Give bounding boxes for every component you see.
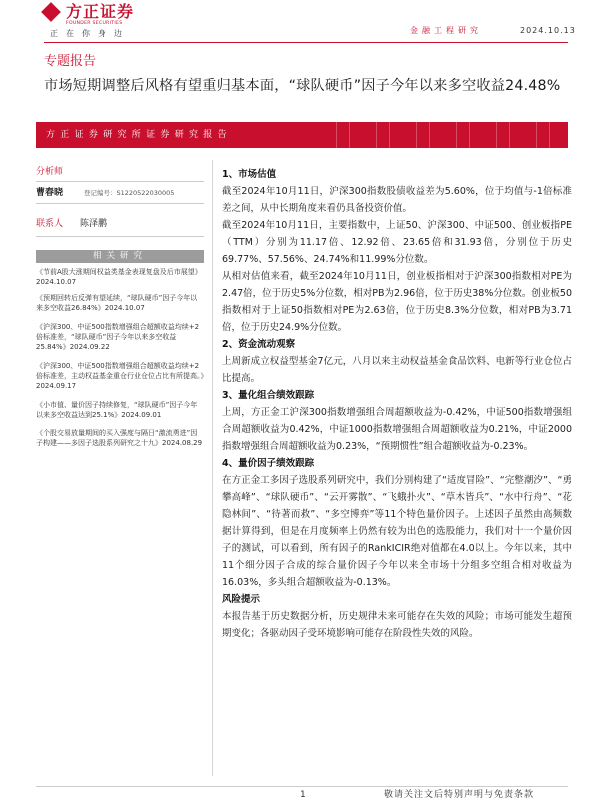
report-type-label: 专题报告 — [44, 54, 97, 69]
related-research-item[interactable]: 《沪深300、中证500指数增强组合超额收益均续+2倍标准差，主动权益基金重仓行业仓位占比有所提高。》2024.09.17 — [36, 362, 204, 390]
section-paragraph: 截至2024年10月11日，沪深300指数股债收益差为5.60%，位于均值与-1倍标准差之间，从中长期角度来看仍具备投资价值。 — [222, 186, 572, 214]
section-paragraph: 上周，方正金工沪深300指数增强组合周超额收益为-0.42%，中证500指数增强组合周超额收益为0.42%，中证1000指数增强组合周超额收益为0.21%，中证2000指数增强组合周超额收益为0.23%，“预期惯性”组合超额收益为-0.23%。 — [222, 407, 572, 452]
report-title: 市场短期调整后风格有望重归基本面，“球队硬币”因子今年以来多空收益24.48% — [44, 78, 561, 94]
report-category: 金融工程研究 — [410, 26, 482, 35]
section-paragraph: 截至2024年10月11日，主要指数中，上证50、沪深300、中证500、创业板指PE（TTM）分别为11.17倍、12.92倍、23.65倍和31.93倍，分别位于历史69.77%、57.56%、24.74%和11.99%分位数。 — [222, 220, 572, 265]
related-research-header — [36, 250, 204, 263]
analyst-name: 曹春晓 — [36, 188, 64, 198]
summary-body — [222, 166, 572, 642]
banner-decoration — [496, 122, 510, 148]
section-heading: 1、市场估值 — [222, 169, 277, 180]
related-research-item[interactable]: 《个股交易放量期间的买入强度与隔日“激流勇进”因子构建——多因子选股系列研究之十九》2024.08.29 — [36, 429, 203, 447]
company-logo — [44, 2, 154, 32]
risk-paragraph: 本报告基于历史数据分析，历史规律未来可能存在失效的风险；市场可能发生超预期变化；各驱动因子受环境影响可能存在阶段性失效的风险。 — [222, 611, 572, 639]
sidebar-divider — [36, 203, 204, 204]
banner-text: 方正证券研究所证券研究报告 — [46, 130, 232, 140]
contact-label: 联系人 — [36, 219, 64, 229]
column-divider — [212, 160, 213, 776]
contact-name: 陈泽鹏 — [80, 219, 108, 229]
section-paragraph: 在方正金工多因子选股系列研究中，我们分别构建了“适度冒险”、“完整潮汐”、“勇攀高峰”、“球队硬币”、“云开雾散”、“飞蛾扑火”、“草木皆兵”、“水中行舟”、“花隐林间”、“待著而救”、“多空博弈”等11个特色量价因子。上述因子虽然由高频数据计算得到，但是在月度频率上仍然有较为出色的选股能力，我们对十一个量价因子的测试，可以看到，所有因子的RankICIR绝对值都在4.0以上。今年以来，其中11个细分因子合成的综合量价因子今年以来全市场十分组多空组合相对收益为16.03%，多头组合超额收益为-0.13%。 — [222, 475, 572, 588]
banner-decoration — [336, 122, 350, 148]
page-number: 1 — [300, 790, 306, 800]
disclaimer-note: 敬请关注文后特别声明与免责条款 — [384, 790, 535, 800]
footer-divider — [36, 786, 568, 787]
logo-english-text: FOUNDER SECURITIES — [66, 21, 123, 26]
logo-mark-icon — [41, 2, 61, 22]
logo-text: 方正证券 — [66, 2, 135, 21]
analyst-label: 分析师 — [36, 167, 64, 177]
analyst-registration: 登记编号：S1220522030005 — [84, 189, 175, 197]
banner-decoration — [376, 122, 390, 148]
section-paragraph: 从相对估值来看，截至2024年10月11日，创业板指相对于沪深300指数相对PE为2.47倍，位于历史5%分位数，相对PB为2.96倍，位于历史38%分位数。创业板50指数相对于上证50指数相对PE为2.63倍，位于历史8.3%分位数，相对PB为3.71倍，位于历史24.9%分位数。 — [222, 271, 572, 333]
section-heading: 3、量化组合绩效跟踪 — [222, 390, 315, 401]
related-research-item[interactable]: 《小市值、量价因子持续修复，“球队硬币”因子今年以来多空收益达到25.1%》2024.09.01 — [36, 401, 198, 419]
related-research-title: 相关研究 — [92, 251, 147, 261]
section-paragraph: 上周新成立权益型基金7亿元，八月以来主动权益基金食品饮料、电新等行业仓位占比提高。 — [222, 356, 572, 384]
related-research-item[interactable]: 《预期回转后反弹有望延续，“球队硬币”因子今年以来多空收益26.84%》2024.10.07 — [36, 294, 198, 312]
related-research-item[interactable]: 《沪深300、中证500指数增强组合超额收益均续+2倍标准差，“球队硬币”因子今年以来多空收益25.84%》2024.09.22 — [36, 323, 200, 351]
banner-decoration — [416, 122, 430, 148]
banner-decoration — [536, 122, 550, 148]
banner-decoration — [456, 122, 470, 148]
institute-banner — [36, 122, 568, 148]
sidebar-divider — [36, 236, 204, 237]
related-research-item[interactable]: 《节前A股大涨期间权益类基金表现复盘及后市展望》2024.10.07 — [36, 268, 202, 286]
company-slogan: 正在你身边 — [50, 29, 130, 38]
sidebar-divider — [36, 181, 204, 182]
header-divider — [44, 42, 568, 43]
section-heading: 2、资金流动观察 — [222, 339, 296, 350]
risk-heading: 风险提示 — [222, 594, 261, 605]
report-date: 2024.10.13 — [520, 26, 576, 35]
section-heading: 4、量价因子绩效跟踪 — [222, 458, 315, 469]
